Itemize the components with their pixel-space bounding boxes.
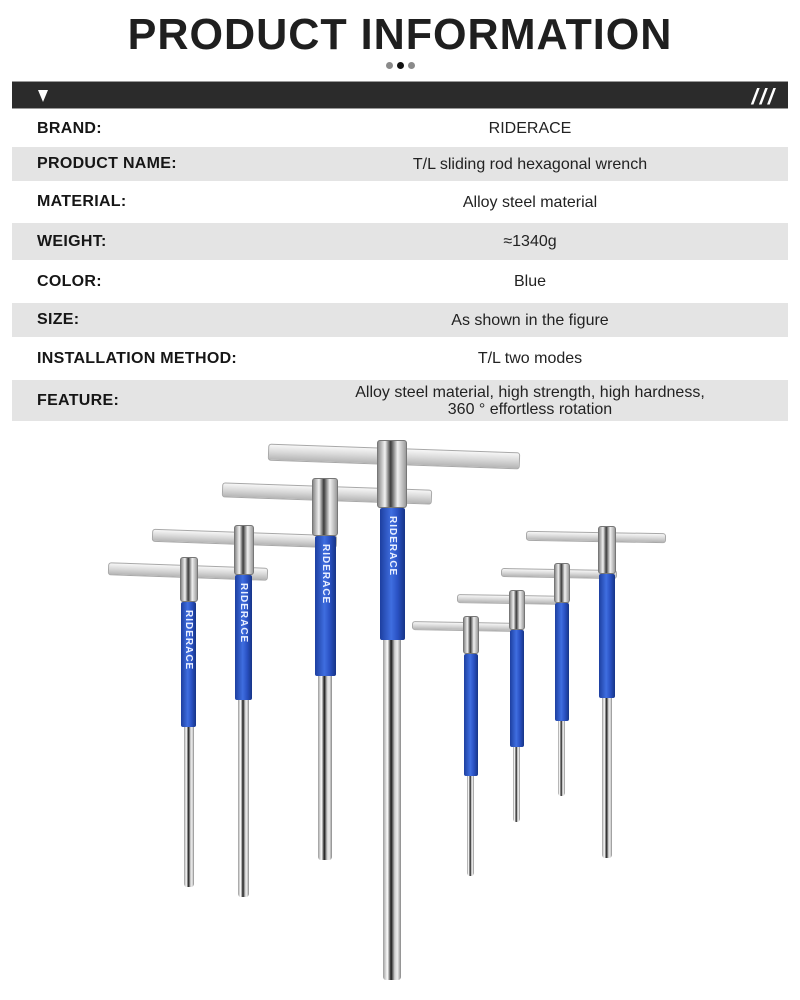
feature-line-1: Alloy steel material, high strength, high hardness, xyxy=(355,383,705,401)
spec-value: Alloy steel material xyxy=(462,193,598,211)
product-image-wrench-set xyxy=(0,430,800,1000)
spec-row-brand xyxy=(12,110,788,147)
spec-label: FEATURE: xyxy=(37,391,120,409)
brand-label: RIDERACE xyxy=(183,610,194,671)
spec-label: MATERIAL: xyxy=(37,193,127,210)
spec-value xyxy=(312,384,788,418)
section-header-bar xyxy=(12,81,788,109)
spec-label: COLOR: xyxy=(37,272,102,290)
feature-line-2: 360 ° effortless rotation xyxy=(447,400,613,418)
pager-dot-3[interactable] xyxy=(408,62,415,69)
pager-dot-1[interactable] xyxy=(386,62,393,69)
page-title: PRODUCT INFORMATION xyxy=(127,10,673,59)
spec-table xyxy=(12,110,788,421)
pager-dot-2-active[interactable] xyxy=(397,62,404,69)
slashes-decoration: /// xyxy=(751,84,776,109)
spec-row-color xyxy=(12,260,788,303)
spec-value: Blue xyxy=(513,273,547,290)
spec-value: T/L two modes xyxy=(477,350,583,367)
triangle-down-icon xyxy=(38,90,48,102)
pager-dots xyxy=(0,62,800,69)
spec-value: RIDERACE xyxy=(488,120,572,137)
spec-row-product-name xyxy=(12,147,788,181)
spec-row-installation-method xyxy=(12,337,788,380)
spec-value: ≈1340g xyxy=(503,233,557,250)
brand-label: RIDERACE xyxy=(238,583,249,644)
spec-label: INSTALLATION METHOD: xyxy=(37,349,238,367)
spec-label: WEIGHT: xyxy=(37,232,107,250)
spec-value: As shown in the figure xyxy=(451,311,609,329)
spec-label: PRODUCT NAME: xyxy=(37,155,177,172)
spec-row-weight xyxy=(12,223,788,260)
spec-row-size xyxy=(12,303,788,337)
spec-row-feature xyxy=(12,380,788,421)
spec-label: BRAND: xyxy=(37,119,102,137)
spec-row-material xyxy=(12,181,788,223)
spec-value: T/L sliding rod hexagonal wrench xyxy=(412,155,648,173)
brand-label: RIDERACE xyxy=(320,544,331,605)
spec-label: SIZE: xyxy=(37,311,80,328)
brand-label: RIDERACE xyxy=(387,516,398,577)
